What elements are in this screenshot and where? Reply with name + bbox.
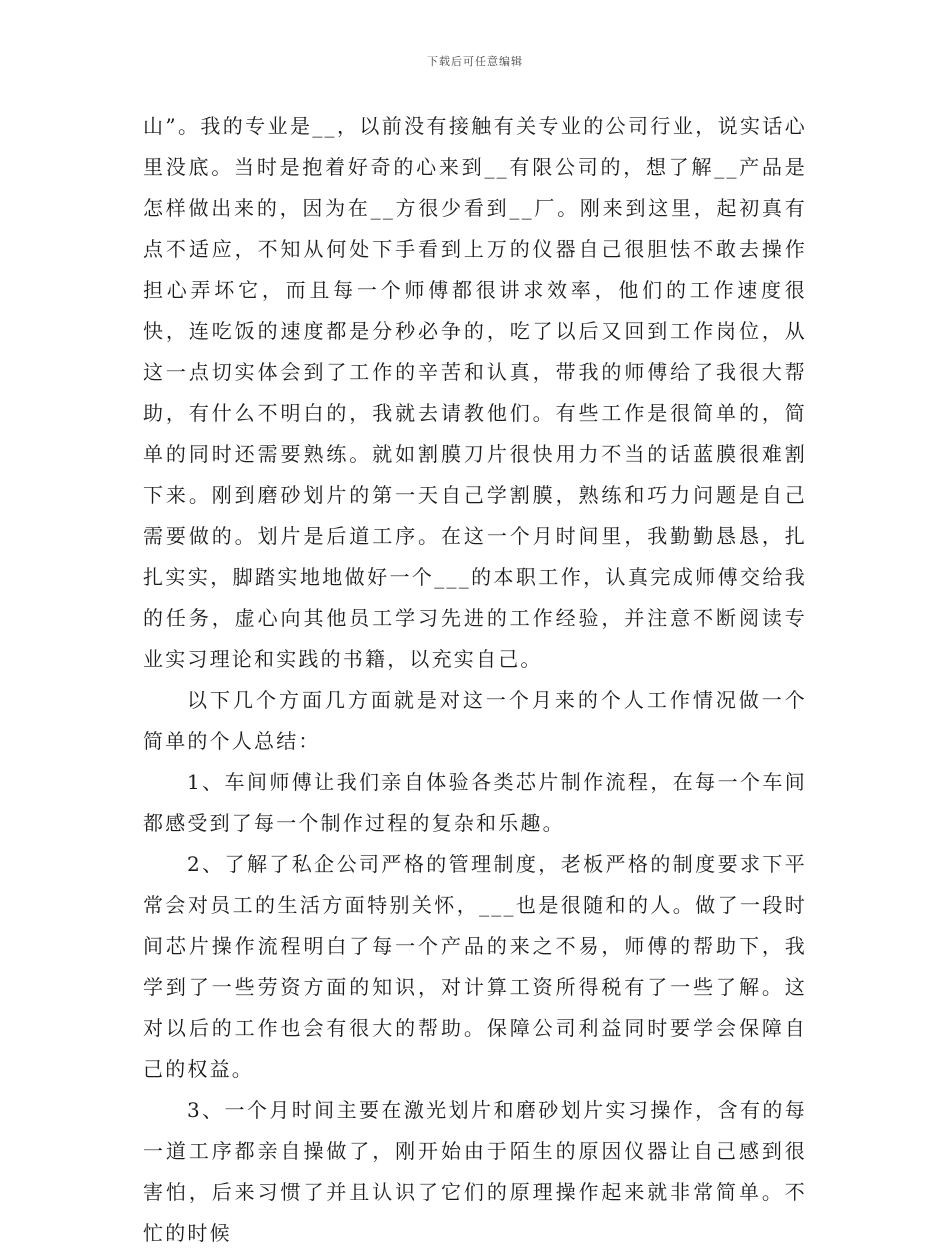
paragraph-3: 1、车间师傅让我们亲自体验各类芯片制作流程，在每一个车间都感受到了每一个制作过程的复杂和乐趣。 — [143, 770, 807, 835]
paragraph-5: 3、一个月时间主要在激光划片和磨砂划片实习操作，含有的每一道工序都亲自操做了，刚开始由于陌生的原因仪器让自己感到很害怕，后来习惯了并且认识了它们的原理操作起来就非常简单。不忙的时候 — [143, 1098, 807, 1245]
document-body — [143, 106, 807, 1254]
paragraph-4: 2、了解了私企公司严格的管理制度，老板严格的制度要求下平常会对员工的生活方面特别关怀，___也是很随和的人。做了一段时间芯片操作流程明白了每一个产品的来之不易，师傅的帮助下，我学到了一些劳资方面的知识，对计算工资所得税有了一些了解。这对以后的工作也会有很大的帮助。保障公司利益同时要学会保障自己的权益。 — [143, 852, 807, 1081]
page-header-note: 下载后可任意编辑 — [427, 55, 523, 68]
paragraph-2: 以下几个方面几方面就是对这一个月来的个人工作情况做一个简单的个人总结： — [143, 688, 807, 753]
paragraph-1: 山”。我的专业是__，以前没有接触有关专业的公司行业，说实话心里没底。当时是抱着好奇的心来到__有限公司的，想了解__产品是怎样做出来的，因为在__方很少看到__厂。刚来到这里，起初真有点不适应，不知从何处下手看到上万的仪器自己很胆怯不敢去操作担心弄坏它，而且每一个师傅都很讲求效率，他们的工作速度很快，连吃饭的速度都是分秒必争的，吃了以后又回到工作岗位，从这一点切实体会到了工作的辛苦和认真，带我的师傅给了我很大帮助，有什么不明白的，我就去请教他们。有些工作是很简单的，简单的同时还需要熟练。就如割膜刀片很快用力不当的话蓝膜很难割下来。刚到磨砂划片的第一天自己学割膜，熟练和巧力问题是自己需要做的。划片是后道工序。在这一个月时间里，我勤勤恳恳，扎扎实实，脚踏实地地做好一个___的本职工作，认真完成师傅交给我的任务，虚心向其他员工学习先进的工作经验，并注意不断阅读专业实习理论和实践的书籍，以充实自己。 — [143, 114, 807, 671]
